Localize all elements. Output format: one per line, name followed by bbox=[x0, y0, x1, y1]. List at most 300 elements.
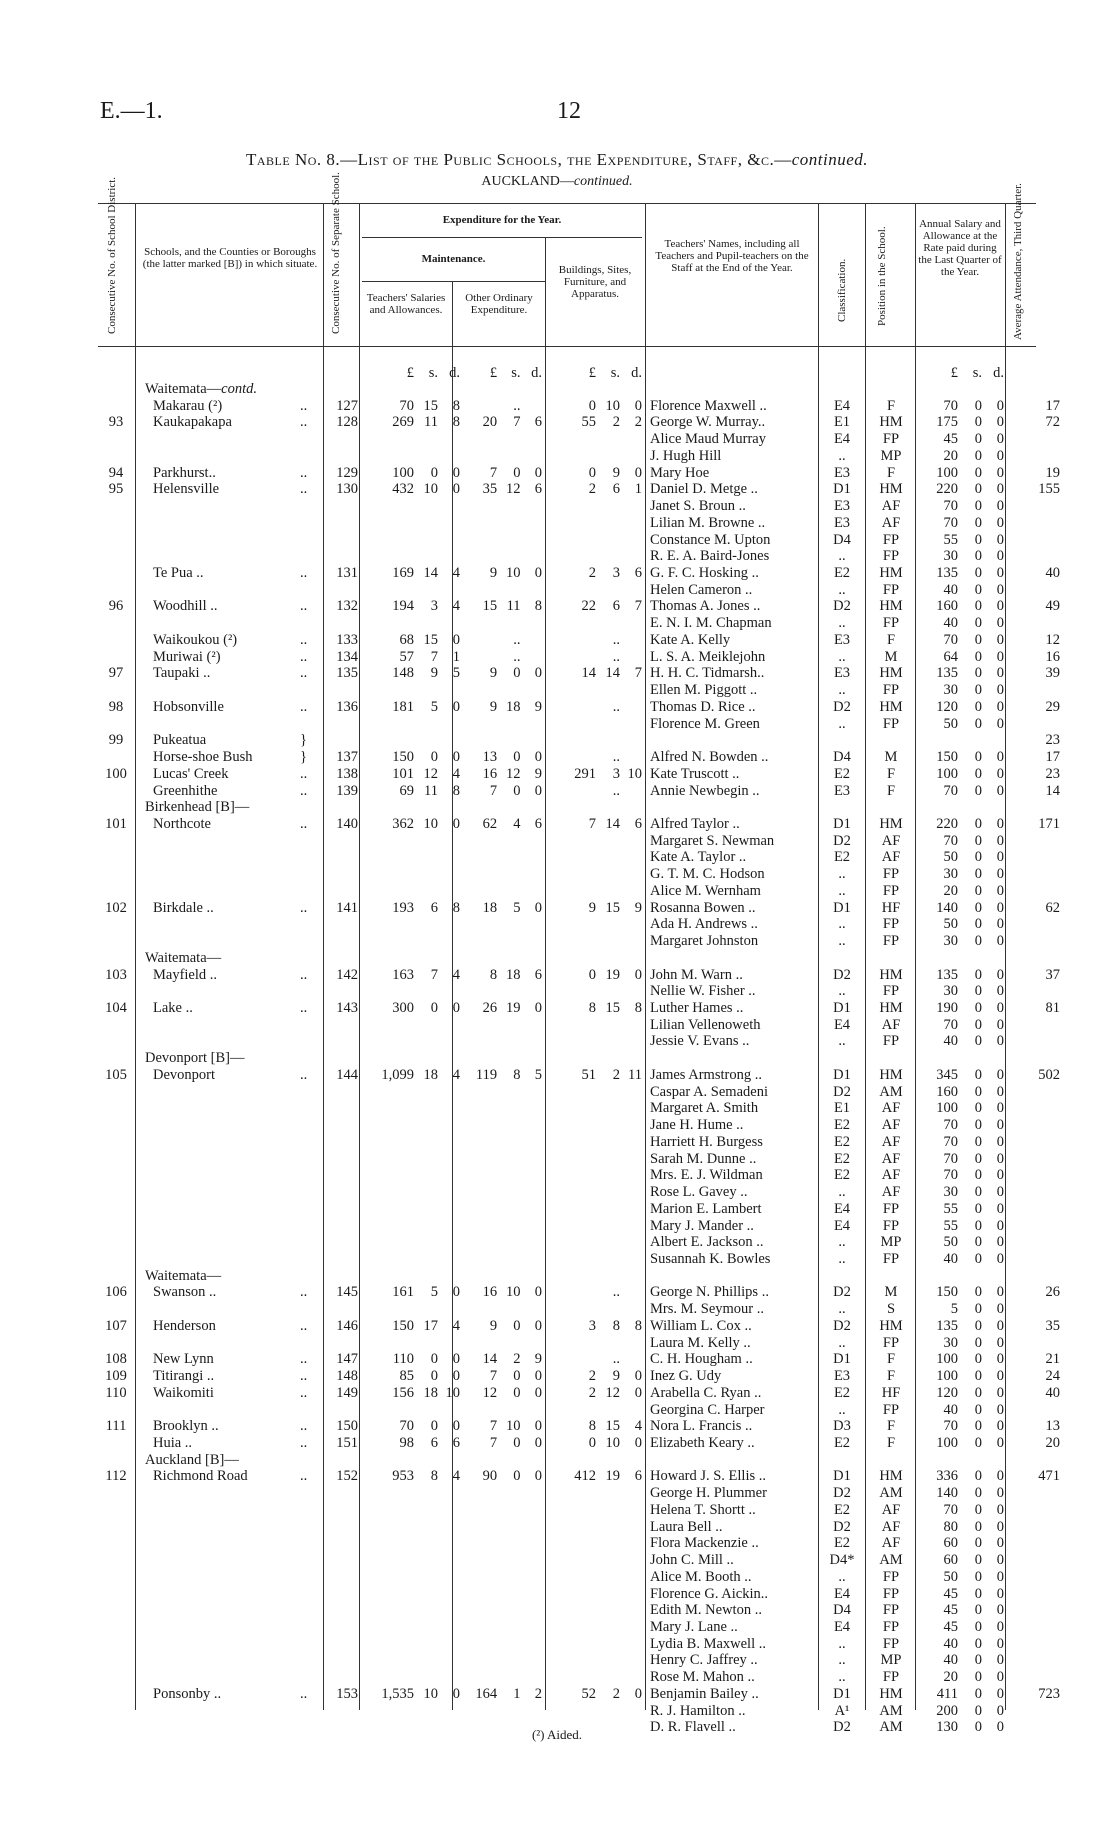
school-number: 130 bbox=[336, 481, 358, 498]
position: F bbox=[886, 1368, 896, 1385]
other-expenditure-amount: 18 5 0 bbox=[482, 899, 542, 916]
position: AM bbox=[879, 1552, 903, 1569]
school-name: Devonport bbox=[153, 1066, 216, 1083]
teacher-name: Albert E. Jackson .. bbox=[650, 1234, 764, 1251]
buildings-amount: 7 14 6 bbox=[588, 815, 642, 832]
school-name: Makarau (²) bbox=[153, 397, 223, 414]
buildings-amount: 52 2 0 bbox=[581, 1685, 642, 1702]
table-row bbox=[0, 1552, 1114, 1569]
table-row bbox=[0, 1686, 1114, 1703]
position: F bbox=[886, 1351, 896, 1368]
school-name: Huia .. bbox=[153, 1434, 193, 1451]
classification: E2 bbox=[833, 849, 851, 866]
classification: .. bbox=[838, 916, 846, 933]
teacher-name: Helena T. Shortt .. bbox=[650, 1501, 756, 1518]
salary-amount: 60 0 0 bbox=[943, 1535, 1004, 1552]
col-head-district: Consecutive No. of School District. bbox=[106, 176, 118, 334]
classification: .. bbox=[838, 933, 846, 950]
classification: E2 bbox=[833, 1501, 851, 1518]
table-row bbox=[0, 1385, 1114, 1402]
teachers-salaries-amount: 110 0 0 bbox=[392, 1351, 460, 1368]
school-name: Mayfield .. bbox=[153, 966, 218, 983]
district-number: 108 bbox=[105, 1351, 127, 1368]
teacher-name: John C. Mill .. bbox=[650, 1552, 734, 1569]
teacher-name: Sarah M. Dunne .. bbox=[650, 1150, 757, 1167]
leader-dots: .. bbox=[300, 1284, 308, 1301]
salary-amount: 100 0 0 bbox=[936, 765, 1004, 782]
position: HM bbox=[879, 665, 903, 682]
teacher-name: Edith M. Newton .. bbox=[650, 1602, 762, 1619]
school-name: Muriwai (²) bbox=[153, 648, 221, 665]
classification: .. bbox=[838, 715, 846, 732]
teacher-name: Rose L. Gavey .. bbox=[650, 1184, 748, 1201]
table-row bbox=[0, 1569, 1114, 1586]
salary-amount: 135 0 0 bbox=[936, 565, 1004, 582]
classification: D1 bbox=[833, 1685, 851, 1702]
salary-amount: 70 0 0 bbox=[943, 397, 1004, 414]
school-name: Hobsonville bbox=[153, 698, 224, 715]
leader-dots: .. bbox=[300, 1685, 308, 1702]
col-head-schools: Schools, and the Counties or Boroughs (the latter marked [B]) in which situate. bbox=[142, 246, 318, 270]
group-heading: Waitemata— bbox=[145, 1267, 222, 1284]
leader-dots: .. bbox=[300, 1418, 308, 1435]
teacher-name: Rosanna Bowen .. bbox=[650, 899, 756, 916]
classification: D2 bbox=[833, 1719, 851, 1736]
group-heading: Birkenhead [B]— bbox=[145, 799, 250, 816]
teacher-name: Caspar A. Semadeni bbox=[650, 1083, 768, 1100]
col-head-teachers-salaries: Teachers' Salaries and Allowances. bbox=[366, 292, 446, 316]
classification: .. bbox=[838, 648, 846, 665]
classification: D2 bbox=[833, 966, 851, 983]
leader-dots: .. bbox=[300, 966, 308, 983]
position: FP bbox=[882, 1033, 900, 1050]
salary-amount: 120 0 0 bbox=[936, 1384, 1004, 1401]
school-number: 143 bbox=[336, 1000, 358, 1016]
other-expenditure-amount: 7 10 0 bbox=[489, 1418, 542, 1435]
lsd-other-expenditure: £ s. d. bbox=[489, 365, 542, 381]
school-number: 136 bbox=[336, 698, 358, 715]
school-name: Birkdale .. bbox=[153, 899, 214, 916]
school-name: Titirangi .. bbox=[153, 1368, 215, 1385]
position: AF bbox=[881, 1133, 901, 1150]
other-expenditure-amount: 164 1 2 bbox=[475, 1685, 542, 1702]
position: F bbox=[886, 464, 896, 481]
teacher-name: D. R. Flavell .. bbox=[650, 1719, 736, 1736]
salary-amount: 70 0 0 bbox=[943, 498, 1004, 515]
salary-amount: 5 0 0 bbox=[950, 1301, 1004, 1318]
position: HF bbox=[881, 1384, 901, 1401]
school-number: 153 bbox=[336, 1685, 358, 1702]
classification: .. bbox=[838, 548, 846, 565]
classification: .. bbox=[838, 615, 846, 632]
teacher-name: Benjamin Bailey .. bbox=[650, 1685, 759, 1702]
school-name: Horse-shoe Bush bbox=[153, 749, 253, 766]
classification: D1 bbox=[833, 1000, 851, 1016]
table-row bbox=[0, 699, 1114, 716]
position: FP bbox=[882, 1334, 900, 1351]
classification: E2 bbox=[833, 1167, 851, 1184]
leader-dots: .. bbox=[300, 648, 308, 665]
teacher-name: Constance M. Upton bbox=[650, 531, 771, 548]
classification: D1 bbox=[833, 1066, 851, 1083]
classification: A¹ bbox=[834, 1702, 850, 1719]
salary-amount: 45 0 0 bbox=[943, 431, 1004, 448]
salary-amount: 40 0 0 bbox=[943, 1401, 1004, 1418]
school-number: 133 bbox=[336, 631, 358, 648]
position: F bbox=[886, 765, 896, 782]
position: HM bbox=[879, 698, 903, 715]
teacher-name: Thomas D. Rice .. bbox=[650, 698, 756, 715]
salary-amount: 70 0 0 bbox=[943, 1418, 1004, 1435]
teachers-salaries-amount: 193 6 8 bbox=[392, 899, 460, 916]
salary-amount: 135 0 0 bbox=[936, 1317, 1004, 1334]
school-number: 131 bbox=[336, 565, 358, 582]
teacher-name: Margaret S. Newman bbox=[650, 832, 775, 849]
classification: E4 bbox=[833, 1200, 851, 1217]
position: AF bbox=[881, 1535, 901, 1552]
table-row bbox=[0, 1502, 1114, 1519]
salary-amount: 70 0 0 bbox=[943, 782, 1004, 799]
attendance: 14 bbox=[1045, 782, 1060, 799]
classification: .. bbox=[838, 983, 846, 1000]
teachers-salaries-amount: 150 0 0 bbox=[392, 749, 460, 766]
table-row bbox=[0, 1435, 1114, 1452]
teacher-name: Rose M. Mahon .. bbox=[650, 1669, 755, 1686]
teacher-name: Lilian Vellenoweth bbox=[650, 1016, 761, 1033]
teacher-name: R. E. A. Baird-Jones bbox=[650, 548, 770, 565]
classification: E4 bbox=[833, 1619, 851, 1636]
district-number: 107 bbox=[105, 1317, 127, 1334]
leader-dots: .. bbox=[300, 414, 308, 431]
school-number: 149 bbox=[336, 1384, 358, 1401]
position: HM bbox=[879, 565, 903, 582]
school-number: 129 bbox=[336, 464, 358, 481]
salary-amount: 40 0 0 bbox=[943, 1652, 1004, 1669]
salary-amount: 220 0 0 bbox=[936, 815, 1004, 832]
buildings-amount: .. bbox=[612, 782, 620, 799]
group-heading-row bbox=[0, 799, 1114, 816]
salary-amount: 40 0 0 bbox=[943, 615, 1004, 632]
buildings-amount: 291 3 10 bbox=[574, 765, 642, 782]
table-row bbox=[0, 548, 1114, 565]
salary-amount: 175 0 0 bbox=[936, 414, 1004, 431]
position: HM bbox=[879, 414, 903, 431]
attendance: 23 bbox=[1045, 765, 1060, 782]
teachers-salaries-amount: 150 17 4 bbox=[392, 1317, 460, 1334]
school-number: 141 bbox=[336, 899, 358, 916]
classification: .. bbox=[838, 1301, 846, 1318]
other-expenditure-amount: 7 0 0 bbox=[489, 782, 542, 799]
teachers-salaries-amount: 57 7 1 bbox=[399, 648, 460, 665]
other-expenditure-amount: 8 18 6 bbox=[489, 966, 542, 983]
lsd-teachers-salaries: £ s. d. bbox=[406, 365, 460, 381]
salary-amount: 336 0 0 bbox=[936, 1468, 1004, 1485]
leader-dots: .. bbox=[300, 464, 308, 481]
classification: D2 bbox=[833, 832, 851, 849]
teacher-name: Alice M. Wernham bbox=[650, 882, 761, 899]
attendance: 24 bbox=[1045, 1368, 1060, 1385]
other-expenditure-amount: 62 4 6 bbox=[482, 815, 542, 832]
table-row bbox=[0, 1117, 1114, 1134]
other-expenditure-amount: 16 10 0 bbox=[482, 1284, 542, 1301]
teacher-name: Inez G. Udy bbox=[650, 1368, 722, 1385]
school-number: 137 bbox=[336, 749, 358, 766]
school-name: Kaukapakapa bbox=[153, 414, 232, 431]
other-expenditure-amount: 7 0 0 bbox=[489, 464, 542, 481]
other-expenditure-amount: 7 0 0 bbox=[489, 1434, 542, 1451]
leader-dots: } bbox=[300, 732, 307, 749]
classification: .. bbox=[838, 1184, 846, 1201]
classification: E2 bbox=[833, 1133, 851, 1150]
buildings-amount: .. bbox=[612, 631, 620, 648]
school-name: Henderson bbox=[153, 1317, 216, 1334]
table-row bbox=[0, 1602, 1114, 1619]
classification: E4 bbox=[833, 431, 851, 448]
leader-dots: .. bbox=[300, 1317, 308, 1334]
table-row bbox=[0, 1351, 1114, 1368]
position: AF bbox=[881, 1117, 901, 1134]
buildings-amount: 22 6 7 bbox=[581, 598, 642, 615]
buildings-amount: 2 9 0 bbox=[588, 1368, 642, 1385]
table-row bbox=[0, 582, 1114, 599]
attendance: 17 bbox=[1045, 397, 1060, 414]
salary-amount: 20 0 0 bbox=[943, 882, 1004, 899]
classification: D1 bbox=[833, 899, 851, 916]
table-row bbox=[0, 849, 1114, 866]
school-name: Taupaki .. bbox=[153, 665, 211, 682]
attendance: 62 bbox=[1045, 899, 1060, 916]
header-left: E.—1. bbox=[100, 98, 163, 124]
table-caption bbox=[0, 150, 1114, 170]
buildings-amount: 51 2 11 bbox=[581, 1066, 642, 1083]
attendance: 37 bbox=[1045, 966, 1060, 983]
classification: D2 bbox=[833, 698, 851, 715]
table-row bbox=[0, 783, 1114, 800]
table-row bbox=[0, 1402, 1114, 1419]
table-row bbox=[0, 1284, 1114, 1301]
table-row bbox=[0, 833, 1114, 850]
teacher-name: Kate A. Kelly bbox=[650, 631, 731, 648]
teacher-name: H. H. C. Tidmarsh.. bbox=[650, 665, 765, 682]
leader-dots: .. bbox=[300, 1468, 308, 1485]
classification: E2 bbox=[833, 1434, 851, 1451]
other-expenditure-amount: 9 0 0 bbox=[489, 1317, 542, 1334]
salary-amount: 50 0 0 bbox=[943, 715, 1004, 732]
attendance: 16 bbox=[1045, 648, 1060, 665]
table-row bbox=[0, 1218, 1114, 1235]
position: HM bbox=[879, 1468, 903, 1485]
salary-amount: 80 0 0 bbox=[943, 1518, 1004, 1535]
salary-amount: 100 0 0 bbox=[936, 464, 1004, 481]
position: AF bbox=[881, 1501, 901, 1518]
table-row bbox=[0, 1084, 1114, 1101]
teacher-name: Mary J. Mander .. bbox=[650, 1217, 754, 1234]
salary-amount: 40 0 0 bbox=[943, 581, 1004, 598]
buildings-amount: 8 15 8 bbox=[588, 1000, 642, 1016]
salary-amount: 40 0 0 bbox=[943, 1250, 1004, 1267]
teacher-name: Florence Maxwell .. bbox=[650, 397, 767, 414]
teacher-name: John M. Warn .. bbox=[650, 966, 743, 983]
teacher-name: James Armstrong .. bbox=[650, 1066, 762, 1083]
school-name: Lake .. bbox=[153, 1000, 193, 1016]
school-number: 144 bbox=[336, 1066, 358, 1083]
table-row bbox=[0, 1184, 1114, 1201]
position: FP bbox=[882, 1635, 900, 1652]
position: FP bbox=[882, 882, 900, 899]
position: FP bbox=[882, 866, 900, 883]
classification: E3 bbox=[833, 1368, 851, 1385]
salary-amount: 120 0 0 bbox=[936, 698, 1004, 715]
table-row bbox=[0, 481, 1114, 498]
school-number: 132 bbox=[336, 598, 358, 615]
classification: .. bbox=[838, 1250, 846, 1267]
school-number: 138 bbox=[336, 765, 358, 782]
teacher-name: George H. Plummer bbox=[650, 1485, 767, 1502]
col-head-salary: Annual Salary and Allowance at the Rate paid during the Last Quarter of the Year. bbox=[918, 218, 1002, 278]
lsd-salary: £ s. d. bbox=[950, 365, 1004, 381]
salary-amount: 30 0 0 bbox=[943, 933, 1004, 950]
table-subcaption bbox=[0, 174, 1114, 190]
school-number: 140 bbox=[336, 815, 358, 832]
teacher-name: G. T. M. C. Hodson bbox=[650, 866, 765, 883]
buildings-amount: .. bbox=[612, 749, 620, 766]
teachers-salaries-amount: 161 5 0 bbox=[392, 1284, 460, 1301]
district-number: 100 bbox=[105, 765, 127, 782]
salary-amount: 150 0 0 bbox=[936, 749, 1004, 766]
teacher-name: Daniel D. Metge .. bbox=[650, 481, 758, 498]
buildings-amount: 8 15 4 bbox=[588, 1418, 642, 1435]
leader-dots: .. bbox=[300, 1000, 308, 1016]
teacher-name: Mary Hoe bbox=[650, 464, 710, 481]
maintenance-rule bbox=[362, 281, 545, 282]
salary-amount: 40 0 0 bbox=[943, 1033, 1004, 1050]
classification: E2 bbox=[833, 1150, 851, 1167]
district-number: 103 bbox=[105, 966, 127, 983]
school-name: Helensville bbox=[153, 481, 220, 498]
salary-amount: 70 0 0 bbox=[943, 832, 1004, 849]
teacher-name: Lydia B. Maxwell .. bbox=[650, 1635, 766, 1652]
salary-amount: 135 0 0 bbox=[936, 966, 1004, 983]
attendance: 40 bbox=[1045, 1384, 1060, 1401]
classification: E3 bbox=[833, 498, 851, 515]
classification: E4 bbox=[833, 1585, 851, 1602]
school-name: Waikomiti bbox=[153, 1384, 214, 1401]
salary-amount: 60 0 0 bbox=[943, 1552, 1004, 1569]
attendance: 12 bbox=[1045, 631, 1060, 648]
salary-amount: 70 0 0 bbox=[943, 1117, 1004, 1134]
salary-amount: 70 0 0 bbox=[943, 514, 1004, 531]
position: FP bbox=[882, 983, 900, 1000]
district-number: 104 bbox=[105, 1000, 127, 1016]
teachers-salaries-amount: 163 7 4 bbox=[392, 966, 460, 983]
table-row bbox=[0, 1335, 1114, 1352]
classification: .. bbox=[838, 1033, 846, 1050]
table-row bbox=[0, 398, 1114, 415]
classification: E3 bbox=[833, 464, 851, 481]
table-row bbox=[0, 1067, 1114, 1084]
salary-amount: 345 0 0 bbox=[936, 1066, 1004, 1083]
teacher-name: Ellen M. Piggott .. bbox=[650, 682, 758, 699]
position: FP bbox=[882, 1568, 900, 1585]
other-expenditure-amount: 14 2 9 bbox=[482, 1351, 542, 1368]
leader-dots: .. bbox=[300, 1368, 308, 1385]
teachers-salaries-amount: 169 14 4 bbox=[392, 565, 460, 582]
position: MP bbox=[880, 1234, 902, 1251]
buildings-amount: .. bbox=[612, 1351, 620, 1368]
position: AF bbox=[881, 1184, 901, 1201]
teacher-name: William L. Cox .. bbox=[650, 1317, 752, 1334]
classification: D2 bbox=[833, 1317, 851, 1334]
attendance: 81 bbox=[1045, 1000, 1060, 1016]
teacher-name: Alice M. Booth .. bbox=[650, 1568, 752, 1585]
teachers-salaries-amount: 181 5 0 bbox=[392, 698, 460, 715]
table-row bbox=[0, 900, 1114, 917]
teacher-name: E. N. I. M. Chapman bbox=[650, 615, 772, 632]
teacher-name: Florence M. Green bbox=[650, 715, 760, 732]
salary-amount: 50 0 0 bbox=[943, 1234, 1004, 1251]
table-row bbox=[0, 515, 1114, 532]
other-expenditure-amount: 26 19 0 bbox=[482, 1000, 542, 1016]
teachers-salaries-amount: 194 3 4 bbox=[392, 598, 460, 615]
classification: E3 bbox=[833, 514, 851, 531]
teacher-name: Flora Mackenzie .. bbox=[650, 1535, 759, 1552]
table-row bbox=[0, 1535, 1114, 1552]
position: MP bbox=[880, 1652, 902, 1669]
teacher-name: Alice Maud Murray bbox=[650, 431, 766, 448]
school-name: Brooklyn .. bbox=[153, 1418, 219, 1435]
salary-amount: 40 0 0 bbox=[943, 1635, 1004, 1652]
table-row bbox=[0, 1201, 1114, 1218]
position: AM bbox=[879, 1719, 903, 1736]
position: AF bbox=[881, 1100, 901, 1117]
position: HF bbox=[881, 899, 901, 916]
other-expenditure-amount: 119 8 5 bbox=[475, 1066, 542, 1083]
lsd-header-row bbox=[0, 365, 1114, 382]
classification: .. bbox=[838, 1401, 846, 1418]
school-number: 134 bbox=[336, 648, 358, 665]
classification: E3 bbox=[833, 665, 851, 682]
position: FP bbox=[882, 715, 900, 732]
classification: D1 bbox=[833, 815, 851, 832]
teachers-salaries-amount: 70 0 0 bbox=[399, 1418, 460, 1435]
leader-dots: .. bbox=[300, 1384, 308, 1401]
teachers-salaries-amount: 1,099 18 4 bbox=[381, 1066, 460, 1083]
attendance: 17 bbox=[1045, 749, 1060, 766]
attendance: 502 bbox=[1038, 1066, 1060, 1083]
table-row bbox=[0, 431, 1114, 448]
teacher-name: L. S. A. Meiklejohn bbox=[650, 648, 766, 665]
teacher-name: Laura Bell .. bbox=[650, 1518, 723, 1535]
other-expenditure-amount: .. bbox=[513, 631, 521, 648]
attendance: 26 bbox=[1045, 1284, 1060, 1301]
table-row bbox=[0, 1519, 1114, 1536]
classification: D2 bbox=[833, 1083, 851, 1100]
table-row bbox=[0, 916, 1114, 933]
salary-amount: 100 0 0 bbox=[936, 1434, 1004, 1451]
table-row bbox=[0, 498, 1114, 515]
salary-amount: 130 0 0 bbox=[936, 1719, 1004, 1736]
attendance: 171 bbox=[1038, 815, 1060, 832]
teachers-salaries-amount: 432 10 0 bbox=[392, 481, 460, 498]
table-row bbox=[0, 565, 1114, 582]
classification: E2 bbox=[833, 765, 851, 782]
salary-amount: 100 0 0 bbox=[936, 1351, 1004, 1368]
buildings-amount: 3 8 8 bbox=[588, 1317, 642, 1334]
classification: D2 bbox=[833, 1485, 851, 1502]
salary-amount: 100 0 0 bbox=[936, 1368, 1004, 1385]
table-row bbox=[0, 933, 1114, 950]
position: F bbox=[886, 631, 896, 648]
